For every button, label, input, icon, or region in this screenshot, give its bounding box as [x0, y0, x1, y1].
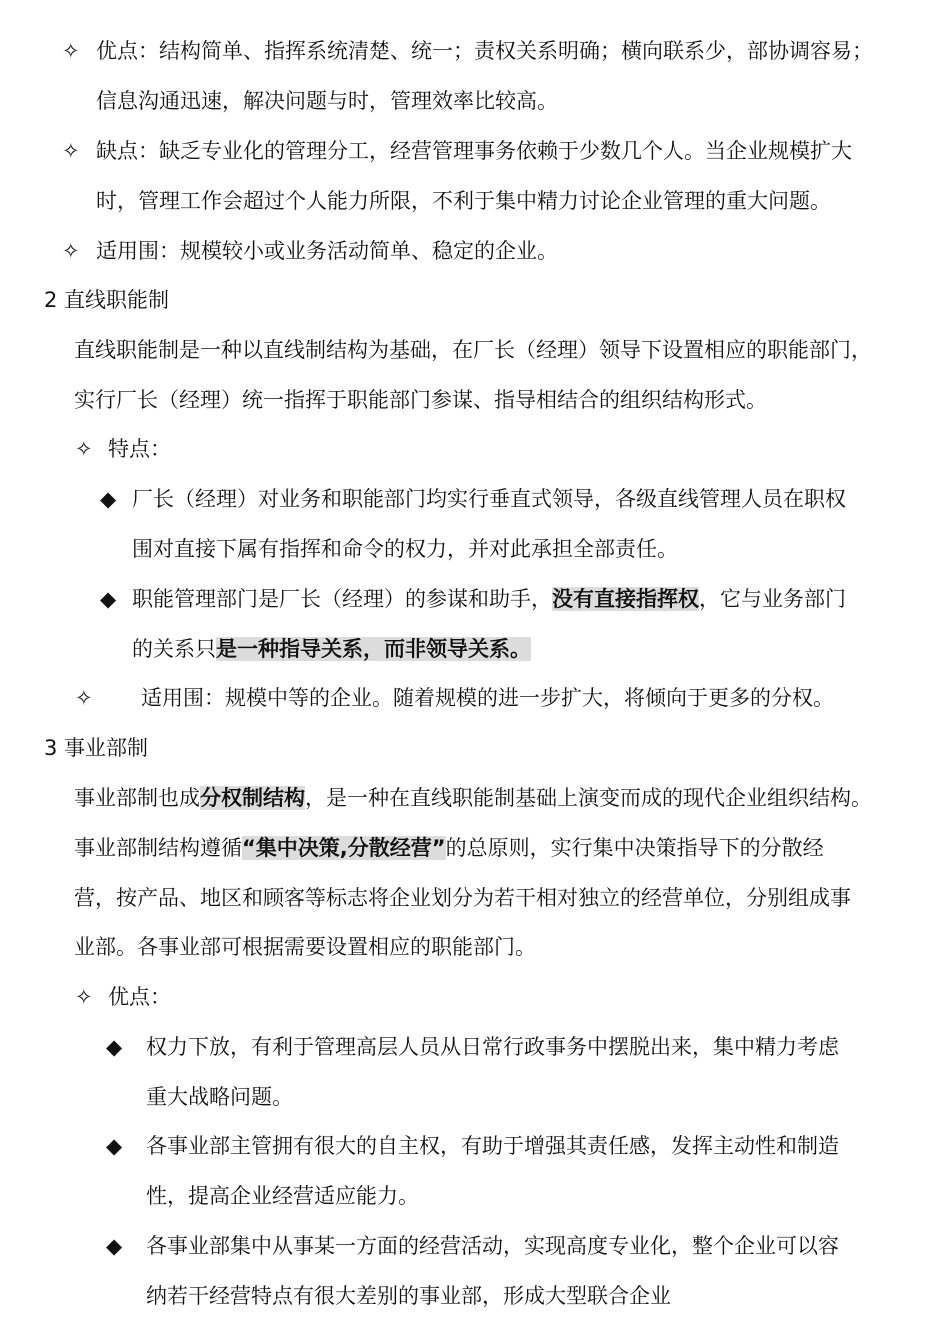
scope2-text: 规模中等的企业。随着规模的进一步扩大，将倾向于更多的分权。 [225, 686, 834, 710]
highlight-guidance-relation: 是一种指导关系，而非领导关系。 [216, 637, 531, 661]
sec2-para-line-1 [0, 325, 950, 375]
sec3-para-line-4 [0, 922, 950, 972]
solid-diamond-icon: ◆ [106, 1035, 123, 1059]
dis-line-1 [0, 126, 950, 176]
solid-diamond-icon: ◆ [100, 487, 117, 511]
adv-line-2 [0, 76, 950, 126]
scope1-line [0, 226, 950, 276]
sec2-bullet-1-line-2 [0, 524, 950, 574]
sec3-bullet-3-line-2 [0, 1271, 950, 1321]
sec3-advantages-label: 优点： [108, 985, 171, 1009]
sec3-bullet-2-text-2: 性，提高企业经营适应能力。 [146, 1184, 419, 1208]
hollow-diamond-icon: ✧ [62, 39, 80, 63]
section-2-heading [0, 275, 950, 325]
sec3-para-text-2a: 事业部制结构遵循 [74, 836, 242, 860]
scope2-line [0, 673, 950, 723]
solid-diamond-icon: ◆ [100, 587, 117, 611]
adv-label: 优点： [96, 39, 159, 63]
hollow-diamond-icon: ✧ [75, 686, 93, 710]
sec3-para-text-1a: 事业部制也成 [74, 786, 200, 810]
adv-text-2: 信息沟通迅速，解决问题与时，管理效率比较高。 [96, 89, 558, 113]
sec2-bullet-1-text-1: 厂长（经理）对业务和职能部门均实行垂直式领导，各级直线管理人员在职权 [132, 487, 846, 511]
sec3-bullet-3-line-1 [0, 1221, 950, 1271]
sec2-bullet-2-text-b: ，它与业务部门 [699, 587, 846, 611]
highlight-principle: “集中决策,分散经营” [242, 836, 446, 860]
sec2-bullet-2-text-c: 的关系只 [132, 637, 216, 661]
sec3-bullet-3-text-1: 各事业部集中从事某一方面的经营活动，实现高度专业化，整个企业可以容 [146, 1234, 839, 1258]
dis-line-2 [0, 176, 950, 226]
highlight-decentralized-structure: 分权制结构 [200, 786, 305, 810]
sec3-para-text-3: 营，按产品、地区和顾客等标志将企业划分为若干相对独立的经营单位，分别组成事 [74, 886, 851, 910]
scope2-label: 适用围： [141, 686, 225, 710]
scope1-text: 规模较小或业务活动简单、稳定的企业。 [180, 239, 558, 263]
sec2-bullet-1-text-2: 围对直接下属有指挥和命令的权力，并对此承担全部责任。 [132, 537, 678, 561]
sec3-bullet-2-text-1: 各事业部主管拥有很大的自主权，有助于增强其责任感，发挥主动性和制造 [146, 1134, 839, 1158]
dis-text-2: 时，管理工作会超过个人能力所限，不利于集中精力讨论企业管理的重大问题。 [96, 189, 831, 213]
sec3-bullet-1-text-1: 权力下放，有利于管理高层人员从日常行政事务中摆脱出来，集中精力考虑 [146, 1035, 839, 1059]
sec2-features-line [0, 424, 950, 474]
sec2-bullet-1-line-1 [0, 474, 950, 524]
adv-text-1: 结构简单、指挥系统清楚、统一；责权关系明确；横向联系少，部协调容易； [159, 39, 873, 63]
solid-diamond-icon: ◆ [106, 1234, 123, 1258]
hollow-diamond-icon: ✧ [62, 239, 80, 263]
sec3-para-text-2b: 的总原则，实行集中决策指导下的分散经 [445, 836, 824, 860]
dis-label: 缺点： [96, 139, 159, 163]
scope1-label: 适用围： [96, 239, 180, 263]
sec2-para-text-2: 实行厂长（经理）统一指挥于职能部门参谋、指导相结合的组织结构形式。 [74, 388, 767, 412]
sec2-para-line-2 [0, 375, 950, 425]
sec2-bullet-2-line-1 [0, 574, 950, 624]
sec3-para-line-2 [0, 823, 950, 873]
hollow-diamond-icon: ✧ [62, 139, 80, 163]
sec3-bullet-2-line-2 [0, 1171, 950, 1221]
sec3-bullet-1-text-2: 重大战略问题。 [146, 1085, 293, 1109]
sec2-bullet-2-text-a: 职能管理部门是厂长（经理）的参谋和助手， [132, 587, 552, 611]
sec3-bullet-2-line-1 [0, 1121, 950, 1171]
sec2-para-text-1: 直线职能制是一种以直线制结构为基础，在厂长（经理）领导下设置相应的职能部门， [74, 338, 872, 362]
sec3-para-line-3 [0, 873, 950, 923]
dis-text-1: 缺乏专业化的管理分工，经营管理事务依赖于少数几个人。当企业规模扩大 [159, 139, 852, 163]
sec3-para-text-4: 业部。各事业部可根据需要设置相应的职能部门。 [74, 935, 536, 959]
adv-line-1 [0, 26, 950, 76]
sec3-bullet-3-text-2: 纳若干经营特点有很大差别的事业部，形成大型联合企业 [146, 1284, 671, 1308]
sec3-para-line-1 [0, 773, 950, 823]
sec3-para-text-1b: ，是一种在直线职能制基础上演变而成的现代企业组织结构。 [305, 786, 872, 810]
hollow-diamond-icon: ✧ [75, 985, 93, 1009]
sec3-bullet-1-line-1 [0, 1022, 950, 1072]
section-2-title: 2 直线职能制 [44, 288, 170, 312]
sec2-bullet-2-line-2 [0, 624, 950, 674]
highlight-no-direct-command: 没有直接指挥权 [552, 587, 699, 611]
section-3-heading [0, 723, 950, 773]
sec3-advantages-line [0, 972, 950, 1022]
hollow-diamond-icon: ✧ [75, 437, 93, 461]
features-label: 特点： [108, 437, 171, 461]
section-3-title: 3 事业部制 [44, 736, 149, 760]
sec3-bullet-1-line-2 [0, 1072, 950, 1122]
solid-diamond-icon: ◆ [106, 1134, 123, 1158]
